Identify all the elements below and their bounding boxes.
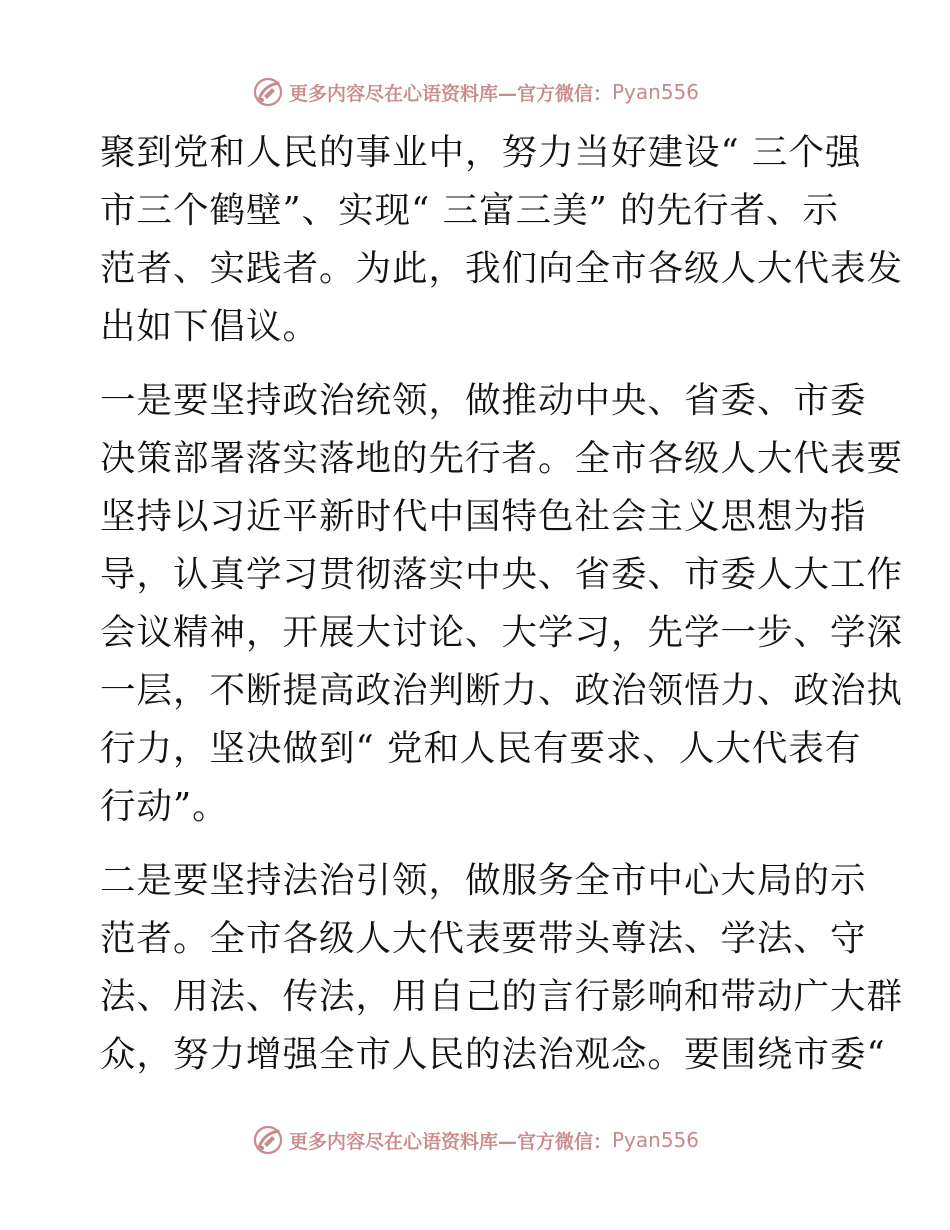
pen-ink-logo-icon	[251, 1123, 285, 1157]
text-line: 会议精神，开展大讨论、大学习，先学一步、学深	[100, 612, 904, 653]
paragraph-1	[100, 124, 904, 356]
text-line: 聚到党和人民的事业中，努力当好建设“ 三个强	[100, 132, 862, 173]
paragraph-3	[100, 852, 904, 1084]
footer-watermark	[0, 1120, 950, 1160]
text-line: 导，认真学习贯彻落实中央、省委、市委人大工作	[100, 554, 904, 595]
text-line: 市三个鹤壁”、实现“ 三富三美” 的先行者、示	[100, 190, 840, 231]
text-line: 出如下倡议。	[100, 306, 320, 347]
document-body	[100, 124, 904, 1084]
text-line: 一层，不断提高政治判断力、政治领悟力、政治执	[100, 670, 904, 711]
text-line: 行力，坚决做到“ 党和人民有要求、人大代表有	[100, 728, 862, 769]
text-line: 法、用法、传法，用自己的言行影响和带动广大群	[100, 976, 904, 1017]
watermark-wechat-id: Pyan556	[612, 80, 700, 104]
pen-ink-logo-icon	[251, 75, 285, 109]
text-line: 二是要坚持法治引领，做服务全市中心大局的示	[100, 860, 867, 901]
text-line: 范者、实践者。为此，我们向全市各级人大代表发	[100, 248, 904, 289]
text-line: 一是要坚持政治统领，做推动中央、省委、市委	[100, 380, 867, 421]
text-line: 决策部署落实落地的先行者。全市各级人大代表要	[100, 438, 904, 479]
watermark-text: 更多内容尽在心语资料库—官方微信：	[288, 1130, 612, 1153]
text-line: 坚持以习近平新时代中国特色社会主义思想为指	[100, 496, 867, 537]
watermark-wechat-id: Pyan556	[612, 1128, 700, 1152]
text-line: 范者。全市各级人大代表要带头尊法、学法、守	[100, 918, 867, 959]
watermark-text: 更多内容尽在心语资料库—官方微信：	[288, 82, 612, 105]
text-line: 行动”。	[100, 786, 229, 827]
paragraph-2	[100, 372, 904, 836]
header-watermark	[0, 72, 950, 112]
text-line: 众，努力增强全市人民的法治观念。要围绕市委“	[100, 1034, 886, 1075]
